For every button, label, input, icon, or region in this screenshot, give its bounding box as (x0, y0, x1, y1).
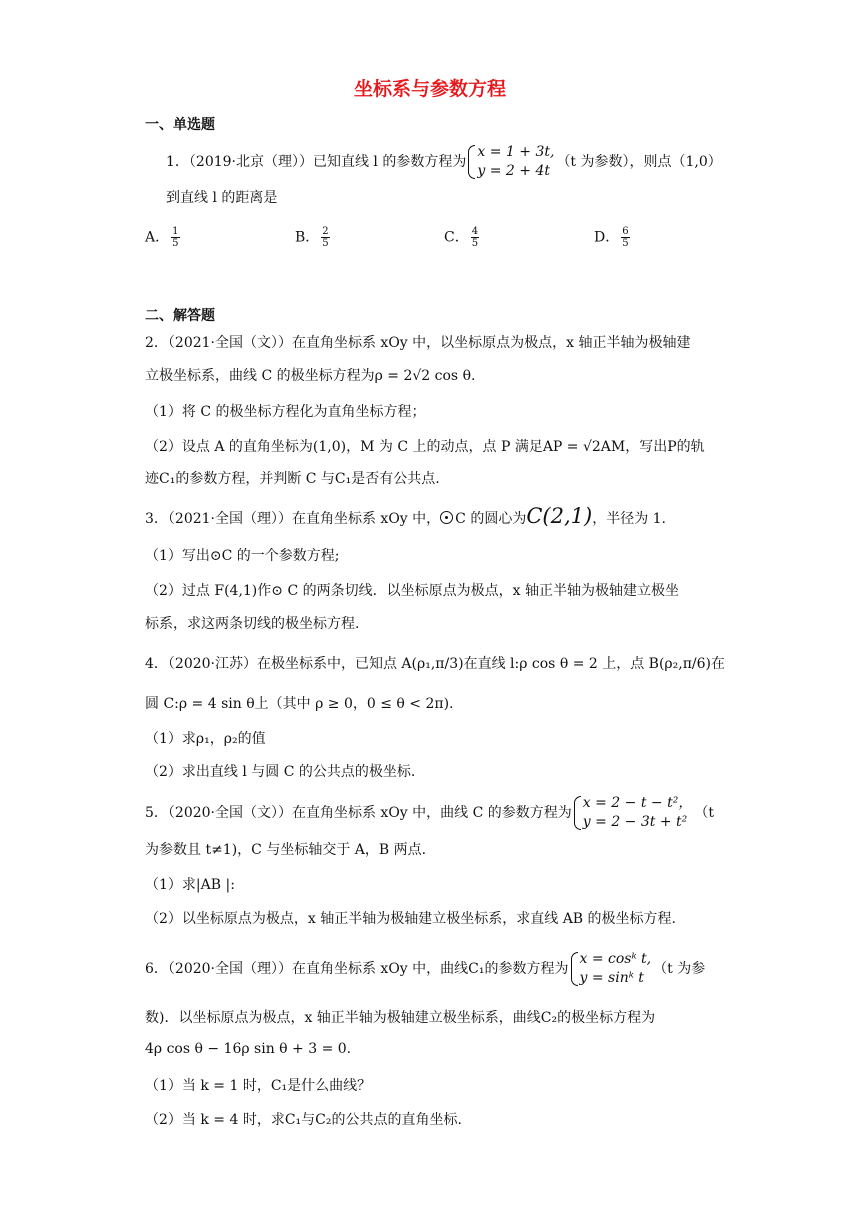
equation-line: x = cosᵏ t, (579, 951, 652, 967)
section-heading-answer: 二、解答题 (145, 308, 215, 324)
question-1-line2: 到直线 l 的距离是 (166, 190, 278, 206)
option-label: D． (594, 229, 620, 246)
option-d[interactable] (594, 226, 632, 249)
question-3-sub2-line1: （2）过点 F(4,1)作⊙ C 的两条切线．以坐标原点为极点，x 轴正半轴为极轴建立极坐 (145, 583, 679, 599)
question-3-text-b: C 的圆心为 (455, 511, 527, 527)
question-4-line2: 圆 C:ρ = 4 sin θ上（其中 ρ ≥ 0，0 ≤ θ < 2π). (145, 696, 454, 712)
numerator: 4 (471, 226, 479, 237)
fraction (321, 226, 329, 249)
denominator: 5 (622, 238, 629, 249)
fraction (171, 226, 179, 249)
option-label: B． (295, 229, 320, 246)
page-title: 坐标系与参数方程 (353, 78, 506, 100)
question-4-sub2: （2）求出直线 l 与圆 C 的公共点的极坐标. (145, 764, 416, 780)
question-2-line2: 立极坐标系，曲线 C 的极坐标方程为ρ = 2√2 cos θ. (145, 368, 476, 384)
option-a[interactable] (145, 226, 182, 249)
option-label: A． (145, 229, 170, 246)
equation-line: x = 1 + 3t, (477, 144, 555, 160)
question-2-line1: 2．（2021·全国（文））在直角坐标系 xOy 中，以坐标原点为极点，x 轴正半轴为极轴建 (145, 335, 691, 351)
circle-center: C(2,1) (526, 504, 593, 528)
equation-system (468, 143, 554, 181)
equation-system (574, 794, 693, 832)
denominator: 5 (322, 238, 329, 249)
question-6-line2: 数)．以坐标原点为极点，x 轴正半轴为极轴建立极坐标系，曲线C₂的极坐标方程为 (145, 1010, 656, 1026)
numerator: 1 (172, 226, 179, 237)
question-5-sub1: （1）求|AB |: (145, 877, 235, 893)
question-6-line3: 4ρ cos θ − 16ρ sin θ + 3 = 0. (145, 1041, 352, 1057)
question-5-stem (145, 794, 714, 832)
question-1-stem (166, 143, 722, 181)
fraction (471, 226, 479, 249)
question-3-line1 (145, 504, 666, 528)
question-1-suffix: （t 为参数），则点（1,0） (556, 154, 722, 170)
fraction (621, 226, 629, 249)
question-3-text-a: 3．（2021·全国（理））在直角坐标系 xOy 中， (145, 511, 441, 527)
equation-line: y = 2 − 3t + t² (582, 814, 688, 830)
numerator: 6 (622, 226, 629, 237)
question-6-stem (145, 950, 705, 988)
question-6-sub1: （1）当 k = 1 时，C₁是什么曲线？ (145, 1078, 372, 1094)
question-4-sub1: （1）求ρ₁，ρ₂的值 (145, 731, 266, 747)
equation-system (571, 950, 652, 988)
section-heading-single-choice: 一、单选题 (145, 117, 215, 133)
option-label: C． (444, 229, 469, 246)
question-5-sub2: （2）以坐标原点为极点，x 轴正半轴为极轴建立极坐标系，求直线 AB 的极坐标方程. (145, 911, 676, 927)
question-6-sub2: （2）当 k = 4 时，求C₁与C₂的公共点的直角坐标. (145, 1112, 462, 1128)
question-4-line1: 4．（2020·江苏）在极坐标系中，已知点 A(ρ₁,π/3)在直线 l:ρ cos θ = 2 上，点 B(ρ₂,π/6)在 (145, 656, 726, 672)
question-6-suffix: （t 为参 (653, 961, 706, 977)
circle-dot-icon (440, 511, 453, 524)
question-3-sub1: （1）写出⊙C 的一个参数方程; (145, 548, 340, 564)
question-3-sub2-line2: 标系，求这两条切线的极坐标方程. (145, 616, 360, 632)
question-2-sub2-line2: 迹C₁的参数方程，并判断 C 与C₁是否有公共点. (145, 471, 440, 487)
option-b[interactable] (295, 226, 332, 249)
question-5-prefix: 5．（2020·全国（文））在直角坐标系 xOy 中，曲线 C 的参数方程为 (145, 805, 572, 821)
question-6-prefix: 6．（2020·全国（理））在直角坐标系 xOy 中，曲线C₁的参数方程为 (145, 961, 569, 977)
option-c[interactable] (444, 226, 481, 249)
equation-line: y = sinᵏ t (579, 970, 644, 986)
question-5-line2: 为参数且 t≠1)，C 与坐标轴交于 A，B 两点. (145, 842, 427, 858)
equation-line: x = 2 − t − t²， (582, 795, 693, 811)
question-5-suffix: （t (694, 805, 714, 821)
question-1-prefix: 1．（2019·北京（理））已知直线 l 的参数方程为 (166, 154, 467, 170)
denominator: 5 (172, 238, 179, 249)
question-2-sub1: （1）将 C 的极坐标方程化为直角坐标方程； (145, 404, 426, 420)
numerator: 2 (322, 226, 329, 237)
equation-line: y = 2 + 4t (477, 163, 550, 179)
question-2-sub2-line1: （2）设点 A 的直角坐标为(1,0)，M 为 C 上的动点，点 P 满足AP = √2AM，写出P的轨 (145, 439, 705, 455)
question-3-text-c: ，半径为 1. (592, 511, 667, 527)
denominator: 5 (471, 238, 479, 249)
